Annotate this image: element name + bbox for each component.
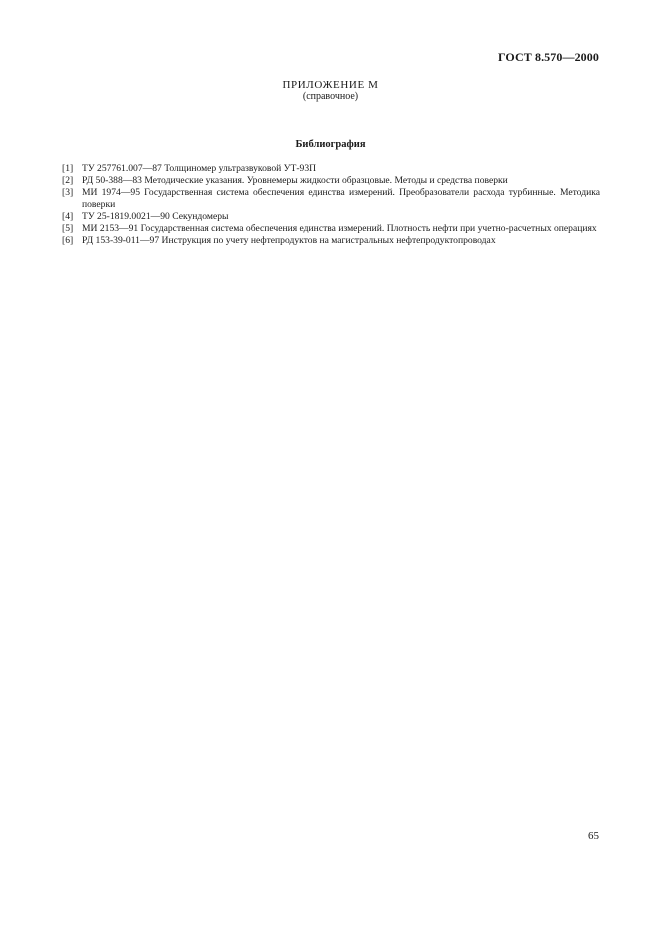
bibliography-item-number: [3] <box>62 187 74 198</box>
bibliography-item-number: [4] <box>62 211 74 222</box>
bibliography-item-number: [2] <box>62 175 74 186</box>
bibliography-item-5 <box>62 223 600 235</box>
page-number: 65 <box>588 830 599 842</box>
bibliography-item-6 <box>62 235 600 247</box>
bibliography-item-2 <box>62 175 600 187</box>
bibliography-item-1 <box>62 163 600 175</box>
bibliography-list <box>62 163 600 247</box>
document-code: ГОСТ 8.570—2000 <box>498 50 599 64</box>
bibliography-item-text: РД 153-39-011—97 Инструкция по учету нефтепродуктов на магистральных нефтепродуктопроводах <box>82 235 496 246</box>
bibliography-item-number: [1] <box>62 163 74 174</box>
bibliography-item-number: [6] <box>62 235 74 246</box>
bibliography-heading: Библиография <box>295 139 366 150</box>
bibliography-item-text: МИ 2153—91 Государственная система обеспечения единства измерений. Плотность нефти при учетно-расчетных операциях <box>82 223 597 234</box>
bibliography-item-text: МИ 1974—95 Государственная система обеспечения единства измерений. Преобразователи расхода турбинные. Методика поверки <box>82 187 600 210</box>
appendix-title: ПРИЛОЖЕНИЕ М <box>282 79 379 91</box>
bibliography-item-text: ТУ 257761.007—87 Толщиномер ультразвуковой УТ-93П <box>82 163 317 174</box>
bibliography-item-text: ТУ 25-1819.0021—90 Секундомеры <box>82 211 229 222</box>
appendix-subtitle: (справочное) <box>302 91 359 102</box>
bibliography-item-text: РД 50-388—83 Методические указания. Уровнемеры жидкости образцовые. Методы и средства поверки <box>82 175 508 186</box>
bibliography-item-3 <box>62 187 600 211</box>
bibliography-item-number: [5] <box>62 223 74 234</box>
bibliography-item-4 <box>62 211 600 223</box>
